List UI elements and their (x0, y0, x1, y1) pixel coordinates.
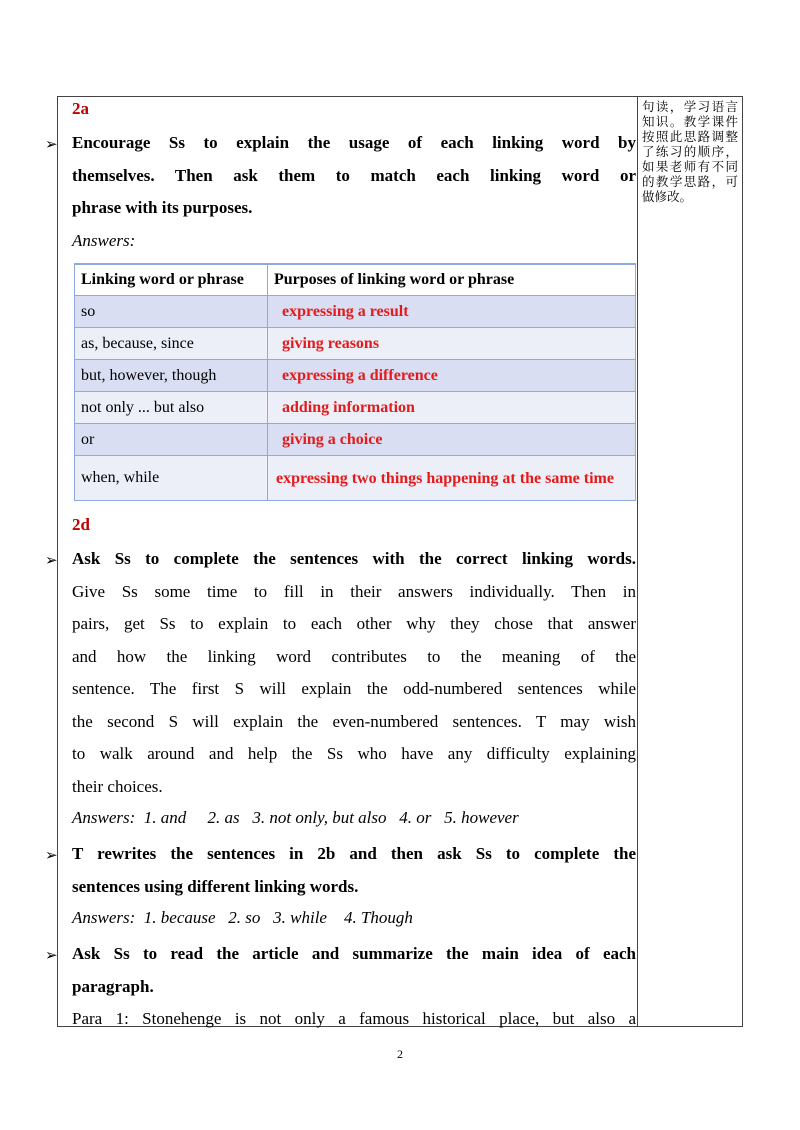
text-line: themselves. Then ask them to match each linking word or (72, 165, 636, 185)
table-row (75, 296, 636, 328)
text-line: Ask Ss to read the article and summarize the main idea of each (72, 944, 636, 963)
column-header: Linking word or phrase (75, 264, 268, 296)
answers-label: Answers: (72, 231, 136, 250)
lesson-plan-table (45, 96, 743, 1028)
summary-para-1 (72, 1003, 636, 1036)
bullet-icon: ➢ (45, 551, 58, 569)
linking-word-cell: or (75, 424, 268, 456)
purpose-cell: adding information (268, 392, 636, 424)
section-heading-2a: 2a (72, 99, 89, 118)
text-line: paragraph. (72, 976, 154, 996)
text-line: to walk around and help the Ss who have any difficulty explaining (72, 744, 636, 763)
text-line: and how the linking word contributes to the meaning of the (72, 646, 636, 666)
bullet-icon: ➢ (45, 846, 58, 864)
linking-words-table (74, 263, 636, 501)
linking-word-cell: when, while (75, 456, 268, 501)
text-line: Encourage Ss to explain the usage of each linking word by (72, 133, 636, 152)
text-line: phrase with its purposes. (72, 198, 253, 217)
text-line: pairs, get Ss to explain to each other why they chose that answer (72, 614, 636, 633)
table-row (75, 360, 636, 392)
purpose-cell: expressing a difference (268, 360, 636, 392)
section-heading-2d: 2d (72, 515, 90, 534)
answers-2d: Answers: 1. and 2. as 3. not only, but also 4. or 5. however (72, 808, 519, 827)
text-line: T rewrites the sentences in 2b and then ask Ss to complete the (72, 844, 636, 863)
text-line: Give Ss some time to fill in their answers individually. Then in (72, 581, 636, 601)
table-row (75, 392, 636, 424)
text-line: Ask Ss to complete the sentences with the correct linking words. (72, 549, 636, 568)
purpose-cell: expressing a result (268, 296, 636, 328)
instruction-rewrite (72, 838, 636, 903)
table-row (75, 424, 636, 456)
bullet-icon: ➢ (45, 135, 58, 153)
column-divider (637, 97, 638, 1026)
column-header: Purposes of linking word or phrase (268, 264, 636, 296)
linking-word-cell: as, because, since (75, 328, 268, 360)
table-row (75, 456, 636, 501)
purpose-cell: expressing two things happening at the same time (268, 456, 636, 501)
linking-word-cell: so (75, 296, 268, 328)
linking-word-cell: but, however, though (75, 360, 268, 392)
text-line: sentence. The first S will explain the odd-numbered sentences while (72, 679, 636, 698)
text-line: Para 1: Stonehenge is not only a famous historical place, but also a (72, 1009, 636, 1028)
text-line: their choices. (72, 776, 163, 796)
purpose-cell: giving reasons (268, 328, 636, 360)
instruction-2d (72, 543, 636, 803)
answers-rewrite: Answers: 1. because 2. so 3. while 4. Though (72, 908, 413, 927)
side-note: 句读，学习语言知识。教学课件按照此思路调整了练习的顺序，如果老师有不同的教学思路，可做修改。 (642, 99, 738, 204)
linking-word-cell: not only ... but also (75, 392, 268, 424)
text-line: the second S will explain the even-numbered sentences. T may wish (72, 711, 636, 731)
instruction-2a (72, 127, 636, 225)
table-row (75, 328, 636, 360)
bullet-icon: ➢ (45, 946, 58, 964)
page-number: 2 (397, 1047, 403, 1061)
instruction-summarize (72, 938, 636, 1003)
text-line: sentences using different linking words. (72, 876, 359, 896)
purpose-cell: giving a choice (268, 424, 636, 456)
